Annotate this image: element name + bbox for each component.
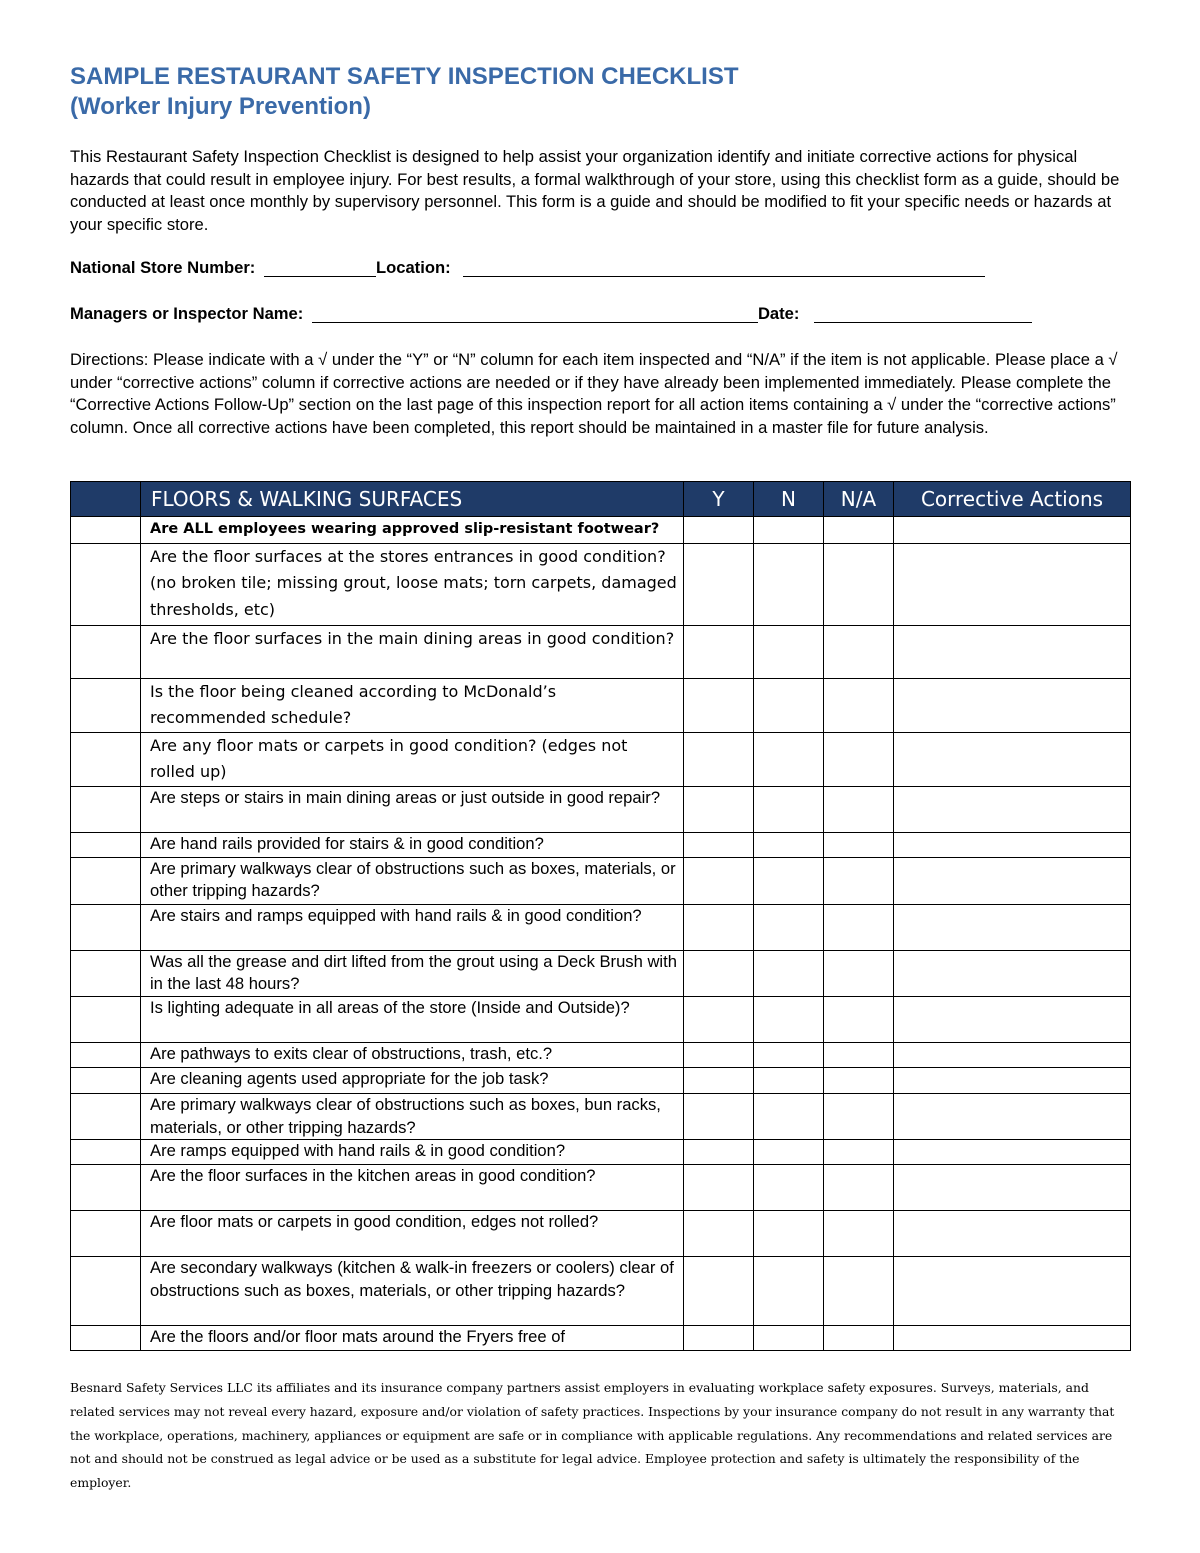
question-cell: Is lighting adequate in all areas of the store (Inside and Outside)? (141, 997, 684, 1043)
question-cell: Are the floors and/or floor mats around the Fryers free of (141, 1326, 684, 1351)
row-blank-cell (71, 786, 141, 832)
directions-paragraph: Directions: Please indicate with a √ under the “Y” or “N” column for each item inspected and “N/A” if the item is not applicable. Please place a √ under “corrective actions” column if corrective actions are needed or if they have already been implemented immediately. Please complete the “Corrective Actions Follow-Up” section on the last page of this inspection report for all action items containing a √ under the “corrective actions” column. Once all corrective actions have been completed, this report should be maintained in a master file for future analysis. (70, 350, 1118, 437)
question-cell: Are the floor surfaces in the kitchen areas in good condition? (141, 1165, 684, 1211)
table-header-row (71, 482, 1131, 517)
n-check-cell[interactable] (754, 1257, 824, 1326)
question-cell: Are the floor surfaces in the main dining areas in good condition? (141, 626, 684, 679)
row-blank-cell (71, 1326, 141, 1351)
header-section: FLOORS & WALKING SURFACES (141, 482, 684, 517)
na-check-cell[interactable] (824, 1211, 894, 1257)
na-check-cell[interactable] (824, 733, 894, 787)
table-row (71, 1140, 1131, 1165)
table-row (71, 1326, 1131, 1351)
row-blank-cell (71, 517, 141, 544)
footer-disclaimer: Besnard Safety Services LLC its affiliates and its insurance company partners assist employers in evaluating workplace safety exposures. Surveys, materials, and related services may not reveal every hazard, exposure and/or violation of safety practices. Inspections by your insurance company do not result in any warranty that the workplace, operations, machinery, appliances or equipment are safe or in compliance with applicable regulations. Any recommendations and related services are not and should not be construed as legal advice or be used as a substitute for legal advice. Employee protection and safety is ultimately the responsibility of the employer. (70, 1380, 1115, 1491)
y-check-cell[interactable] (684, 1326, 754, 1351)
header-y: Y (684, 482, 754, 517)
corrective-action-cell[interactable] (894, 997, 1131, 1043)
table-row (71, 1211, 1131, 1257)
question-cell: Are pathways to exits clear of obstructions, trash, etc.? (141, 1043, 684, 1068)
intro-paragraph: This Restaurant Safety Inspection Checklist is designed to help assist your organization identify and initiate corrective actions for physical hazards that could result in employee injury. For best results, a formal walkthrough of your store, using this checklist form as a guide, should be conducted at least once monthly by supervisory personnel. This form is a guide and should be modified to fit your specific needs or hazards at your specific store. (70, 147, 1120, 234)
corrective-action-cell[interactable] (894, 679, 1131, 733)
table-row (71, 950, 1131, 996)
corrective-action-cell[interactable] (894, 626, 1131, 679)
n-check-cell[interactable] (754, 679, 824, 733)
row-blank-cell (71, 904, 141, 950)
corrective-action-cell[interactable] (894, 1326, 1131, 1351)
na-check-cell[interactable] (824, 1094, 894, 1140)
question-cell: Are ramps equipped with hand rails & in good condition? (141, 1140, 684, 1165)
header-blank-cell (71, 482, 141, 517)
table-row (71, 1257, 1131, 1326)
question-cell: Are primary walkways clear of obstructions such as boxes, materials, or other tripping hazards? (141, 857, 684, 904)
n-check-cell[interactable] (754, 1140, 824, 1165)
y-check-cell[interactable] (684, 904, 754, 950)
inspector-date-line (70, 304, 1032, 324)
question-cell: Are cleaning agents used appropriate for the job task? (141, 1068, 684, 1094)
corrective-action-cell[interactable] (894, 1043, 1131, 1068)
question-cell: Are floor mats or carpets in good condition, edges not rolled? (141, 1211, 684, 1257)
document-title (70, 62, 738, 122)
table-row (71, 544, 1131, 626)
y-check-cell[interactable] (684, 1140, 754, 1165)
table-row (71, 1165, 1131, 1211)
y-check-cell[interactable] (684, 950, 754, 996)
y-check-cell[interactable] (684, 679, 754, 733)
n-check-cell[interactable] (754, 1326, 824, 1351)
table-row (71, 517, 1131, 544)
na-check-cell[interactable] (824, 997, 894, 1043)
na-check-cell[interactable] (824, 1140, 894, 1165)
table-row (71, 733, 1131, 787)
y-check-cell[interactable] (684, 786, 754, 832)
y-check-cell[interactable] (684, 1043, 754, 1068)
table-row (71, 1068, 1131, 1094)
store-location-line (70, 258, 985, 278)
table-row (71, 1043, 1131, 1068)
n-check-cell[interactable] (754, 1094, 824, 1140)
n-check-cell[interactable] (754, 997, 824, 1043)
n-check-cell[interactable] (754, 544, 824, 626)
date-label: Date: (757, 304, 800, 323)
question-cell: Are hand rails provided for stairs & in good condition? (141, 832, 684, 857)
corrective-action-cell[interactable] (894, 857, 1131, 904)
table-row (71, 626, 1131, 679)
question-cell: Are the floor surfaces at the stores entrances in good condition? (no broken tile; missing grout, loose mats; torn carpets, damaged thresholds, etc) (141, 544, 684, 626)
title-line-2: (Worker Injury Prevention) (70, 93, 371, 120)
store-number-field[interactable] (264, 258, 376, 277)
row-blank-cell (71, 1094, 141, 1140)
y-check-cell[interactable] (684, 1068, 754, 1094)
table-row (71, 904, 1131, 950)
question-cell: Was all the grease and dirt lifted from the grout using a Deck Brush with in the last 48 hours? (141, 950, 684, 996)
corrective-action-cell[interactable] (894, 1140, 1131, 1165)
y-check-cell[interactable] (684, 544, 754, 626)
na-check-cell[interactable] (824, 832, 894, 857)
n-check-cell[interactable] (754, 832, 824, 857)
y-check-cell[interactable] (684, 857, 754, 904)
corrective-action-cell[interactable] (894, 1094, 1131, 1140)
row-blank-cell (71, 832, 141, 857)
question-cell: Are ALL employees wearing approved slip-resistant footwear? (141, 517, 684, 544)
n-check-cell[interactable] (754, 904, 824, 950)
row-blank-cell (71, 1140, 141, 1165)
y-check-cell[interactable] (684, 1094, 754, 1140)
y-check-cell[interactable] (684, 1257, 754, 1326)
n-check-cell[interactable] (754, 1068, 824, 1094)
row-blank-cell (71, 1043, 141, 1068)
corrective-action-cell[interactable] (894, 832, 1131, 857)
table-row (71, 857, 1131, 904)
n-check-cell[interactable] (754, 786, 824, 832)
date-field[interactable] (814, 304, 1032, 323)
question-cell: Is the floor being cleaned according to McDonald’s recommended schedule? (141, 679, 684, 733)
n-check-cell[interactable] (754, 517, 824, 544)
corrective-action-cell[interactable] (894, 1257, 1131, 1326)
y-check-cell[interactable] (684, 626, 754, 679)
row-blank-cell (71, 1068, 141, 1094)
na-check-cell[interactable] (824, 1068, 894, 1094)
location-label: Location: (375, 258, 451, 277)
y-check-cell[interactable] (684, 733, 754, 787)
na-check-cell[interactable] (824, 1043, 894, 1068)
row-blank-cell (71, 679, 141, 733)
title-line-1: SAMPLE RESTAURANT SAFETY INSPECTION CHECKLIST (70, 63, 739, 90)
corrective-action-cell[interactable] (894, 1165, 1131, 1211)
na-check-cell[interactable] (824, 517, 894, 544)
question-cell: Are any floor mats or carpets in good condition? (edges not rolled up) (141, 733, 684, 787)
table-row (71, 832, 1131, 857)
na-check-cell[interactable] (824, 544, 894, 626)
na-check-cell[interactable] (824, 1165, 894, 1211)
row-blank-cell (71, 857, 141, 904)
n-check-cell[interactable] (754, 857, 824, 904)
corrective-action-cell[interactable] (894, 1068, 1131, 1094)
n-check-cell[interactable] (754, 1043, 824, 1068)
na-check-cell[interactable] (824, 679, 894, 733)
question-cell: Are steps or stairs in main dining areas or just outside in good repair? (141, 786, 684, 832)
row-blank-cell (71, 626, 141, 679)
question-cell: Are primary walkways clear of obstructions such as boxes, bun racks, materials, or other tripping hazards? (141, 1094, 684, 1140)
row-blank-cell (71, 950, 141, 996)
inspector-name-field[interactable] (312, 304, 758, 323)
na-check-cell[interactable] (824, 786, 894, 832)
corrective-action-cell[interactable] (894, 904, 1131, 950)
y-check-cell[interactable] (684, 1165, 754, 1211)
n-check-cell[interactable] (754, 733, 824, 787)
y-check-cell[interactable] (684, 1211, 754, 1257)
question-cell: Are secondary walkways (kitchen & walk-in freezers or coolers) clear of obstructions such as boxes, materials, or other tripping hazards? (141, 1257, 684, 1326)
y-check-cell[interactable] (684, 832, 754, 857)
row-blank-cell (71, 1257, 141, 1326)
na-check-cell[interactable] (824, 904, 894, 950)
na-check-cell[interactable] (824, 950, 894, 996)
n-check-cell[interactable] (754, 950, 824, 996)
na-check-cell[interactable] (824, 626, 894, 679)
y-check-cell[interactable] (684, 517, 754, 544)
table-row (71, 1094, 1131, 1140)
row-blank-cell (71, 733, 141, 787)
location-field[interactable] (463, 258, 985, 277)
na-check-cell[interactable] (824, 1257, 894, 1326)
corrective-action-cell[interactable] (894, 950, 1131, 996)
row-blank-cell (71, 544, 141, 626)
na-check-cell[interactable] (824, 857, 894, 904)
row-blank-cell (71, 1165, 141, 1211)
question-cell: Are stairs and ramps equipped with hand rails & in good condition? (141, 904, 684, 950)
table-row (71, 786, 1131, 832)
na-check-cell[interactable] (824, 1326, 894, 1351)
inspector-label: Managers or Inspector Name: (70, 304, 304, 323)
store-number-label: National Store Number: (70, 258, 256, 277)
table-row (71, 997, 1131, 1043)
corrective-action-cell[interactable] (894, 733, 1131, 787)
table-row (71, 679, 1131, 733)
corrective-action-cell[interactable] (894, 786, 1131, 832)
y-check-cell[interactable] (684, 997, 754, 1043)
row-blank-cell (71, 997, 141, 1043)
inspection-table (70, 481, 1131, 1351)
corrective-action-cell[interactable] (894, 1211, 1131, 1257)
n-check-cell[interactable] (754, 626, 824, 679)
row-blank-cell (71, 1211, 141, 1257)
n-check-cell[interactable] (754, 1165, 824, 1211)
header-corrective-actions: Corrective Actions (894, 482, 1131, 517)
n-check-cell[interactable] (754, 1211, 824, 1257)
corrective-action-cell[interactable] (894, 517, 1131, 544)
header-n: N (754, 482, 824, 517)
header-na: N/A (824, 482, 894, 517)
corrective-action-cell[interactable] (894, 544, 1131, 626)
